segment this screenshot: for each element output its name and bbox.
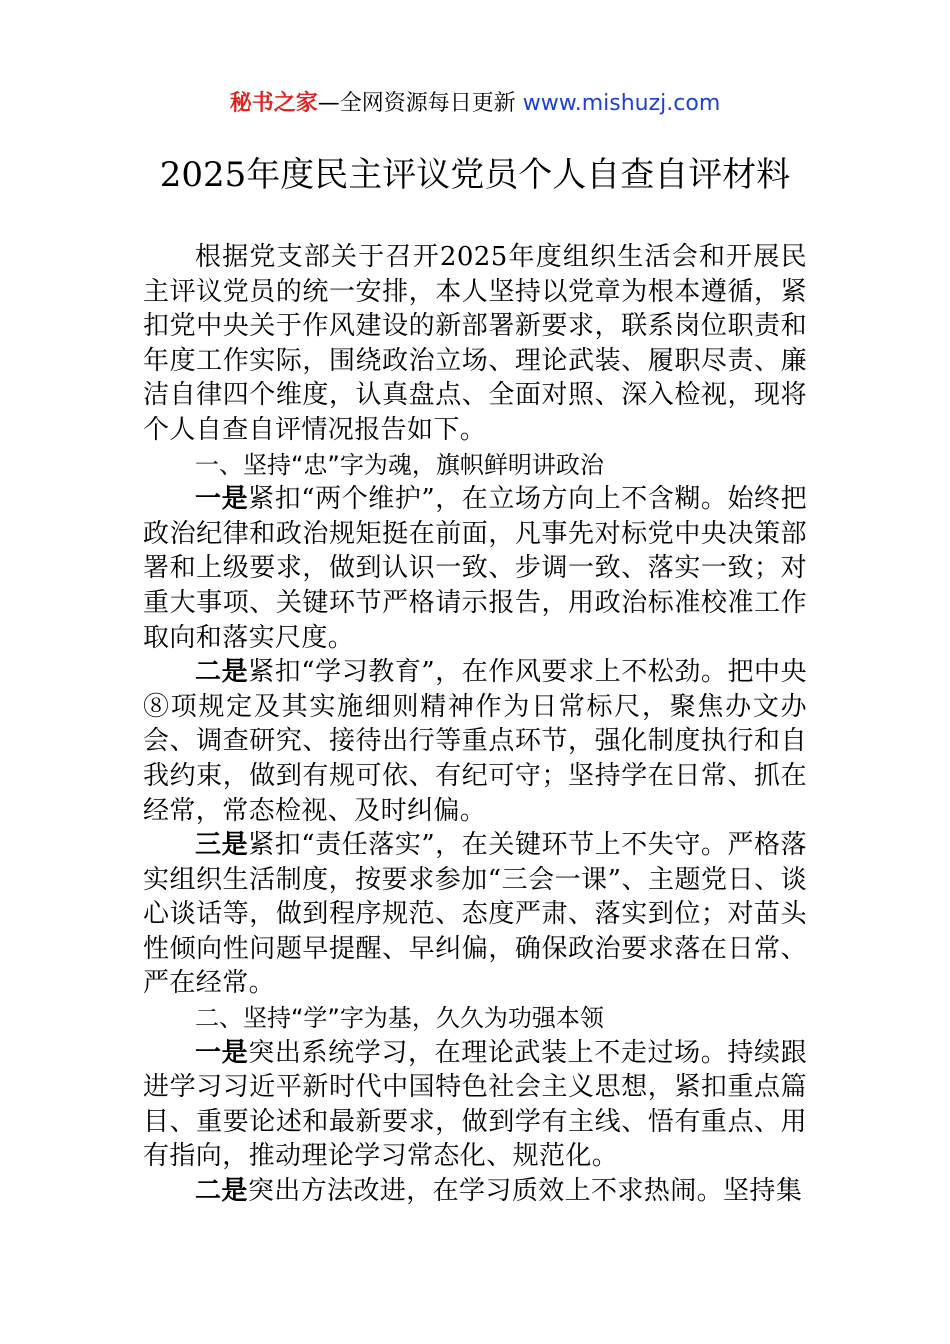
item-text: 突出系统学习，在理论武装上不走过场。持续跟进学习习近平新时代中国特色社会主义思想，紧扣重点篇目、重要论述和最新要求，做到学有主线、悟有重点、用有指向，推动理论学习常态化、规范化。 <box>143 1037 807 1172</box>
site-slogan: —全网资源每日更新 <box>317 91 523 116</box>
item-lead: 二是 <box>195 1176 248 1207</box>
site-header <box>0 88 950 120</box>
item-lead: 一是 <box>195 484 249 515</box>
section-heading-1: 一、坚持“忠”字为魂，旗帜鲜明讲政治 <box>195 450 604 479</box>
item-text: 紧扣“学习教育”，在作风要求上不松劲。把中央⑧项规定及其实施细则精神作为日常标尺，聚焦办文办会、调查研究、接待出行等重点环节，强化制度执行和自我约束，做到有规可依、有纪可守；坚持学在日常、抓在经常，常态检视、及时纠偏。 <box>143 657 807 826</box>
document-title: 2025年度民主评议党员个人自查自评材料 <box>159 155 791 195</box>
item-text: 突出方法改进，在学习质效上不求热闹。坚持集 <box>247 1176 803 1207</box>
item-lead: 三是 <box>195 830 249 861</box>
document-body <box>143 240 807 1209</box>
item-lead: 一是 <box>195 1037 249 1068</box>
section-1-item-2 <box>143 655 807 828</box>
site-brand: 秘书之家 <box>229 91 318 116</box>
section-1-item-3 <box>143 828 807 1001</box>
section-1-item-1 <box>143 482 807 655</box>
section-heading-2: 二、坚持“学”字为基，久久为功强本领 <box>195 1004 604 1033</box>
site-url[interactable]: www.mishuzj.com <box>522 91 721 116</box>
item-text: 紧扣“责任落实”，在关键环节上不失守。严格落实组织生活制度，按要求参加“三会一课”、主题党日、谈心谈话等，做到程序规范、态度严肃、落实到位；对苗头性倾向性问题早提醒、早纠偏，确保政治要求落在日常、严在经常。 <box>143 830 807 999</box>
section-2-item-2 <box>143 1174 807 1209</box>
intro-paragraph: 根据党支部关于召开2025年度组织生活会和开展民主评议党员的统一安排，本人坚持以党章为根本遵循，紧扣党中央关于作风建设的新部署新要求，联系岗位职责和年度工作实际，围绕政治立场、理论武装、履职尽责、廉洁自律四个维度，认真盘点、全面对照、深入检视，现将个人自查自评情况报告如下。 <box>143 242 807 445</box>
item-text: 紧扣“两个维护”，在立场方向上不含糊。始终把政治纪律和政治规矩挺在前面，凡事先对标党中央决策部署和上级要求，做到认识一致、步调一致、落实一致；对重大事项、关键环节严格请示报告，用政治标准校准工作取向和落实尺度。 <box>143 484 807 653</box>
section-2-item-1 <box>143 1036 807 1174</box>
item-lead: 二是 <box>195 657 249 688</box>
